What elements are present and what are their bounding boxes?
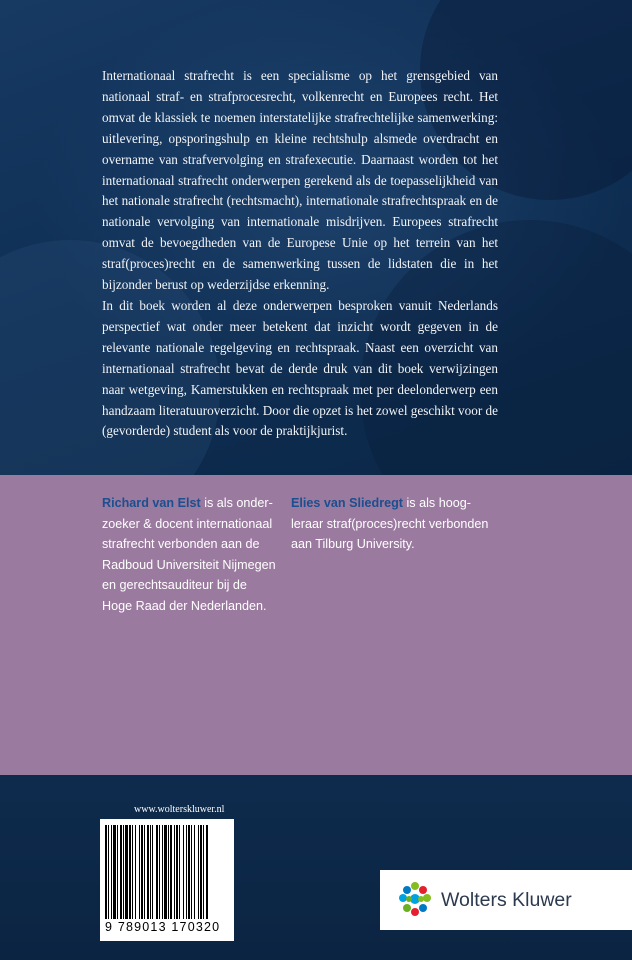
author-bio-line: is als hoog- — [406, 496, 471, 510]
logo-dot — [411, 908, 419, 916]
logo-dot — [399, 894, 407, 902]
logo-dot — [411, 882, 419, 890]
logo-dot — [418, 896, 424, 902]
author-bio-line: is als onder- — [204, 496, 273, 510]
author-bio-line: zoeker & docent internationaal — [102, 516, 273, 531]
logo-dot — [419, 886, 427, 894]
barcode-bars — [105, 825, 229, 919]
author-bio-1 — [102, 493, 282, 617]
isbn-number: 9 789013 170320 — [105, 920, 221, 934]
logo-dot — [403, 904, 411, 912]
author-bio-line: en gerechtsauditeur bij de — [102, 578, 247, 593]
wolters-kluwer-logo-icon — [397, 882, 433, 918]
barcode-gap — [208, 825, 209, 919]
publisher-logo-text: Wolters Kluwer — [441, 888, 572, 911]
cover-top-section — [0, 0, 632, 475]
author-bio-2 — [291, 493, 521, 555]
author-section — [0, 475, 632, 775]
author-name: Elies van Sliedregt — [291, 496, 403, 510]
author-bio-line: Radboud Universiteit Nijmegen — [102, 557, 276, 572]
logo-dot — [419, 904, 427, 912]
publisher-section — [0, 775, 632, 960]
logo-dot — [423, 894, 431, 902]
publisher-url: www.wolterskluwer.nl — [134, 804, 225, 815]
author-bio-line: aan Tilburg University. — [291, 537, 415, 552]
author-bio-line: strafrecht verbonden aan de — [102, 537, 260, 552]
author-bio-line: Hoge Raad der Nederlanden. — [102, 598, 267, 613]
author-bio-line: leraar straf(proces)recht verbonden — [291, 516, 489, 531]
blurb-paragraph-2: In dit boek worden al deze onderwerpen besproken vanuit Nederlands perspectief wat onder meer betekent dat inzicht wordt gegeven in de relevante nationale regelgeving en rechtspraak. Naast een overzicht van internationaal strafrecht bevat de derde druk van dit boek verwijzingen naar wetgeving, Kamerstukken en rechtspraak met per deelonderwerp een handzaam literatuuroverzicht. Door die opzet is het zowel geschikt voor de (gevorderde) student als voor de praktijkjurist. — [102, 297, 498, 439]
isbn-barcode — [100, 819, 234, 941]
publisher-logo — [380, 870, 632, 930]
book-blurb — [102, 66, 498, 442]
author-name: Richard van Elst — [102, 496, 201, 510]
blurb-paragraph-1: Internationaal strafrecht is een specialisme op het grensgebied van nationaal straf- en strafprocesrecht, volkenrecht en Europees recht. Het omvat de klassiek te noemen interstatelijke strafrechtelijke samenwerking: uitlevering, opsporingshulp en kleine rechtshulp alsmede overdracht en overname van strafvervolging en strafexecutie. Daarnaast worden tot het internationaal strafrecht onderwerpen gerekend als de toepasselijkheid van het nationale strafrecht (rechtsmacht), internationale strafrechtspraak en de nationale vervolging van internationale misdrijven. Europees strafrecht omvat de bevoegdheden van de Europese Unie op het terrein van het straf(proces)recht en de samenwerking tussen de lidstaten die in het bijzonder berust op wederzijdse erkenning. — [102, 68, 498, 293]
logo-dot — [403, 886, 411, 894]
logo-dot — [406, 896, 412, 902]
